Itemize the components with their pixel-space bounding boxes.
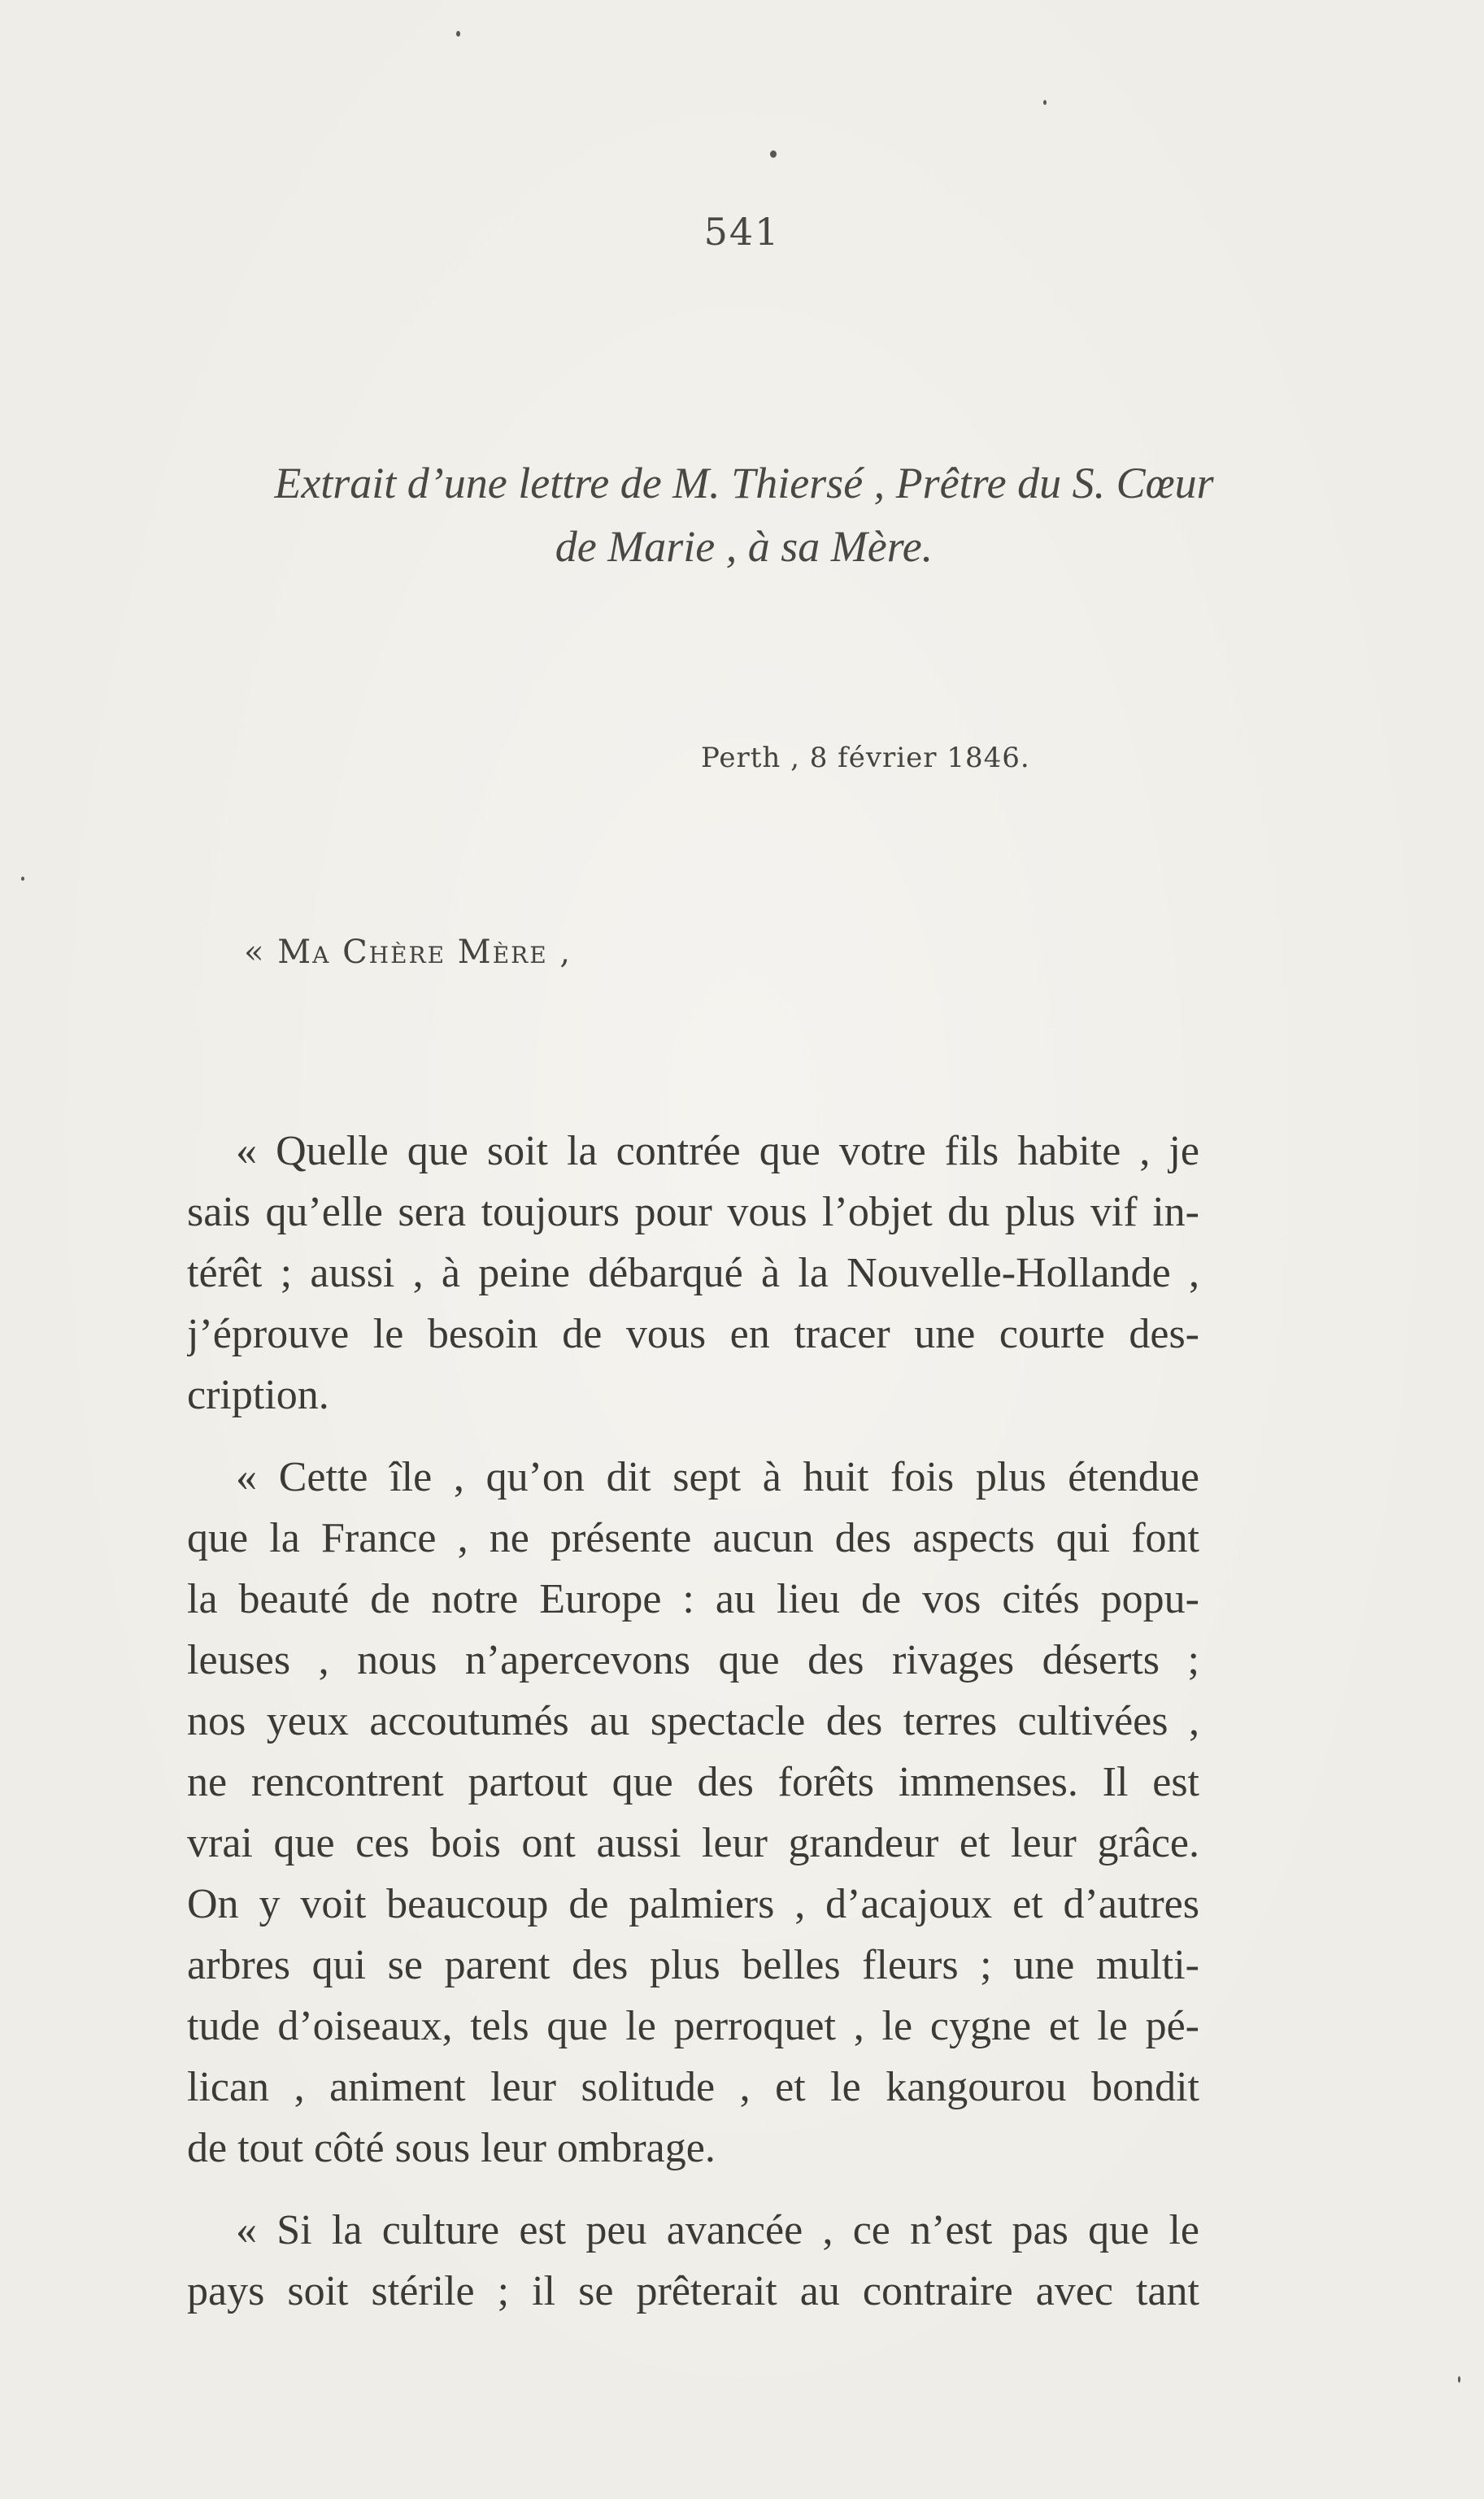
text-line: que la France , ne présente aucun des aspects qui font — [187, 1515, 1199, 1561]
text-line: térêt ; aussi , à peine débarqué à la Nouvelle-Hollande , — [187, 1250, 1199, 1296]
text-line: nos yeux accoutumés au spectacle des terres cultivées , — [187, 1698, 1199, 1744]
paper-speck — [1043, 100, 1047, 105]
letter-body — [187, 1121, 1199, 2343]
text-line: ne rencontrent partout que des forêts immenses. Il est — [187, 1759, 1199, 1805]
text-line: arbres qui se parent des plus belles fleurs ; une multi- — [187, 1942, 1199, 1988]
paper-speck — [1458, 2376, 1460, 2383]
text-line: tude d’oiseaux, tels que le perroquet , le cygne et le pé- — [187, 2003, 1199, 2049]
page-number: 541 — [703, 210, 781, 254]
paper-speck — [21, 877, 24, 881]
text-line: pays soit stérile ; il se prêterait au contraire avec tant — [187, 2268, 1199, 2314]
text-line: de tout côté sous leur ombrage. — [187, 2125, 716, 2171]
paragraph — [187, 2200, 1199, 2322]
text-line: « Cette île , qu’on dit sept à huit fois plus étendue — [236, 1454, 1199, 1500]
paragraph — [187, 1447, 1199, 2179]
paper-speck — [456, 31, 460, 37]
text-line: « Si la culture est peu avancée , ce n’est pas que le — [236, 2207, 1199, 2253]
text-line: cription. — [187, 1372, 329, 1418]
paragraph — [187, 1121, 1199, 1426]
text-line: leuses , nous n’apercevons que des rivages déserts ; — [187, 1637, 1199, 1683]
text-line: « Quelle que soit la contrée que votre fils habite , je — [236, 1128, 1199, 1174]
heading-line-2: de Marie , à sa Mère. — [555, 522, 933, 571]
text-line: sais qu’elle sera toujours pour vous l’objet du plus vif in- — [187, 1189, 1199, 1235]
text-line: vrai que ces bois ont aussi leur grandeur et leur grâce. — [187, 1820, 1199, 1866]
letter-heading — [187, 451, 1301, 578]
text-line: lican , animent leur solitude , et le kangourou bondit — [187, 2064, 1199, 2110]
text-line: On y voit beaucoup de palmiers , d’acajoux et d’autres — [187, 1881, 1199, 1927]
salutation: « Ma Chère Mère , — [244, 934, 572, 971]
text-line: la beauté de notre Europe : au lieu de vos cités popu- — [187, 1576, 1199, 1622]
paper-speck — [770, 150, 777, 158]
dateline: Perth , 8 février 1846. — [701, 742, 1030, 774]
heading-line-1: Extrait d’une lettre de M. Thiersé , Prêtre du S. Cœur — [274, 459, 1214, 507]
text-line: j’éprouve le besoin de vous en tracer une courte des- — [187, 1311, 1199, 1357]
